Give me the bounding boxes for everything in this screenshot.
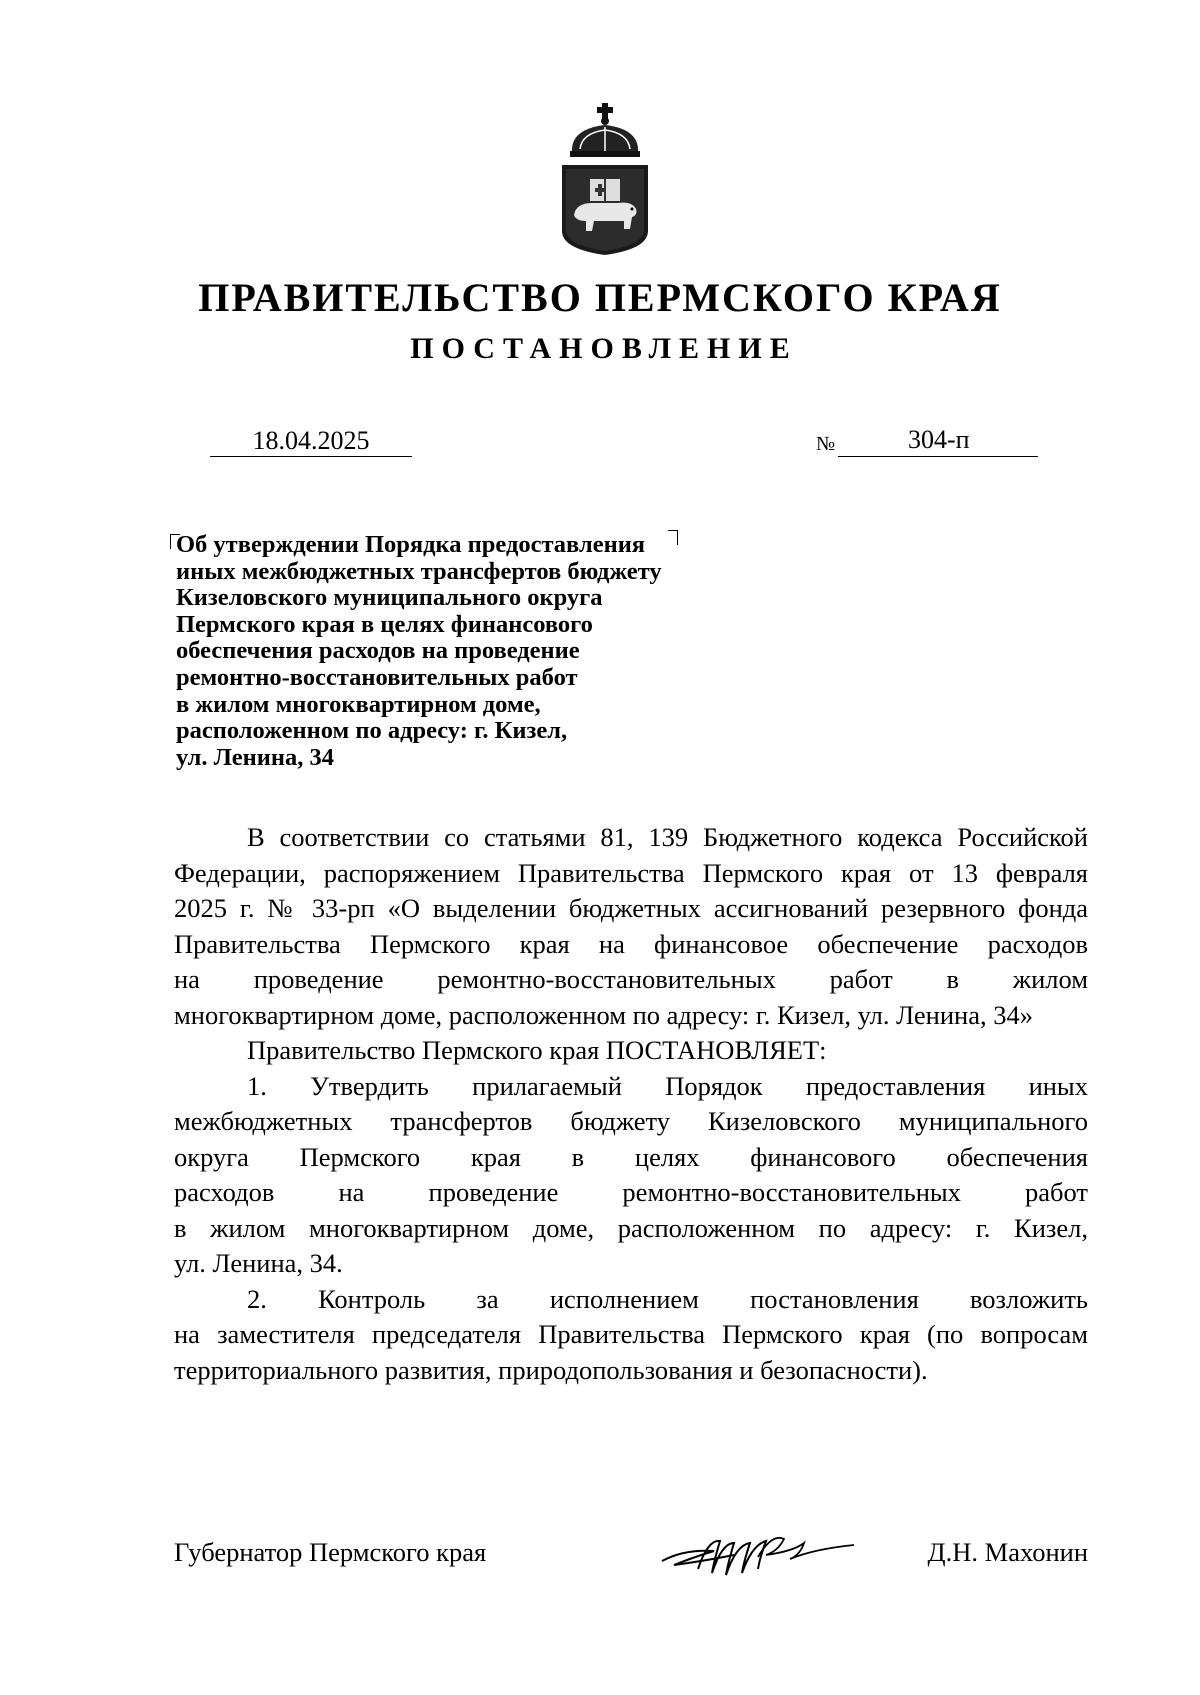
- document-number-field: [838, 423, 1038, 457]
- body-line: территориального развития, природопользования и безопасности).: [174, 1354, 928, 1385]
- body-line: в жилом многоквартирном доме, расположенном по адресу: г. Кизел,: [174, 1212, 1088, 1243]
- body-line: Федерации, распоряжением Правительства Пермского края от 13 февраля: [174, 857, 1088, 888]
- document-heading: [176, 532, 776, 771]
- heading-line: ремонтно-восстановительных работ: [176, 663, 578, 691]
- body-line: ул. Ленина, 34.: [174, 1248, 343, 1278]
- body-line: Правительства Пермского края на финансовое обеспечение расходов: [174, 928, 1088, 959]
- body-line: 1. Утвердить прилагаемый Порядок предоставления иных: [247, 1070, 1088, 1101]
- body-line: В соответствии со статьями 81, 139 Бюджетного кодекса Российской: [247, 822, 1088, 852]
- signatory-name: Д.Н. Махонин: [927, 1537, 1088, 1567]
- heading-line: Кизеловского муниципального округа: [176, 584, 603, 612]
- document-type-title: ПОСТАНОВЛЕНИЕ: [410, 332, 798, 365]
- body-line: на заместителя председателя Правительства Пермского края (по вопросам: [174, 1319, 1088, 1349]
- signature-block: [174, 1535, 1088, 1595]
- heading-line: в жилом многоквартирном доме,: [176, 690, 541, 718]
- coat-of-arms-icon: [560, 103, 650, 255]
- heading-line: расположенном по адресу: г. Кизел,: [176, 717, 568, 745]
- body-line: 2025 г. № 33-рп «О выделении бюджетных ассигнований резервного фонда: [174, 893, 1088, 923]
- heading-line: иных межбюджетных трансфертов бюджету: [176, 557, 662, 585]
- body-line: расходов на проведение ремонтно-восстановительных работ: [174, 1177, 1088, 1207]
- document-number: 304-п: [908, 425, 970, 454]
- signatory-title: Губернатор Пермского края: [174, 1537, 487, 1567]
- heading-line: Об утверждении Порядка предоставления: [176, 531, 646, 558]
- heading-line: обеспечения расходов на проведение: [176, 637, 580, 665]
- document-date: 18.04.2025: [210, 426, 412, 457]
- body-line: Правительство Пермского края ПОСТАНОВЛЯЕТ:: [247, 1035, 827, 1065]
- body-line: 2. Контроль за исполнением постановления возложить: [247, 1283, 1088, 1314]
- organization-title: ПРАВИТЕЛЬСТВО ПЕРМСКОГО КРАЯ: [198, 275, 1002, 320]
- body-line: многоквартирном доме, расположенном по адресу: г. Кизел, ул. Ленина, 34»: [174, 999, 1033, 1030]
- body-line: межбюджетных трансфертов бюджету Кизеловского муниципального: [174, 1106, 1088, 1136]
- number-sign: №: [816, 433, 836, 455]
- body-line: округа Пермского края в целях финансового обеспечения: [174, 1141, 1088, 1172]
- document-body: [174, 820, 1088, 1388]
- heading-line: ул. Ленина, 34: [176, 743, 334, 771]
- handwritten-signature: [654, 1521, 874, 1581]
- body-line: на проведение ремонтно-восстановительных работ в жилом: [174, 964, 1088, 994]
- heading-line: Пермского края в целях финансового: [176, 610, 593, 638]
